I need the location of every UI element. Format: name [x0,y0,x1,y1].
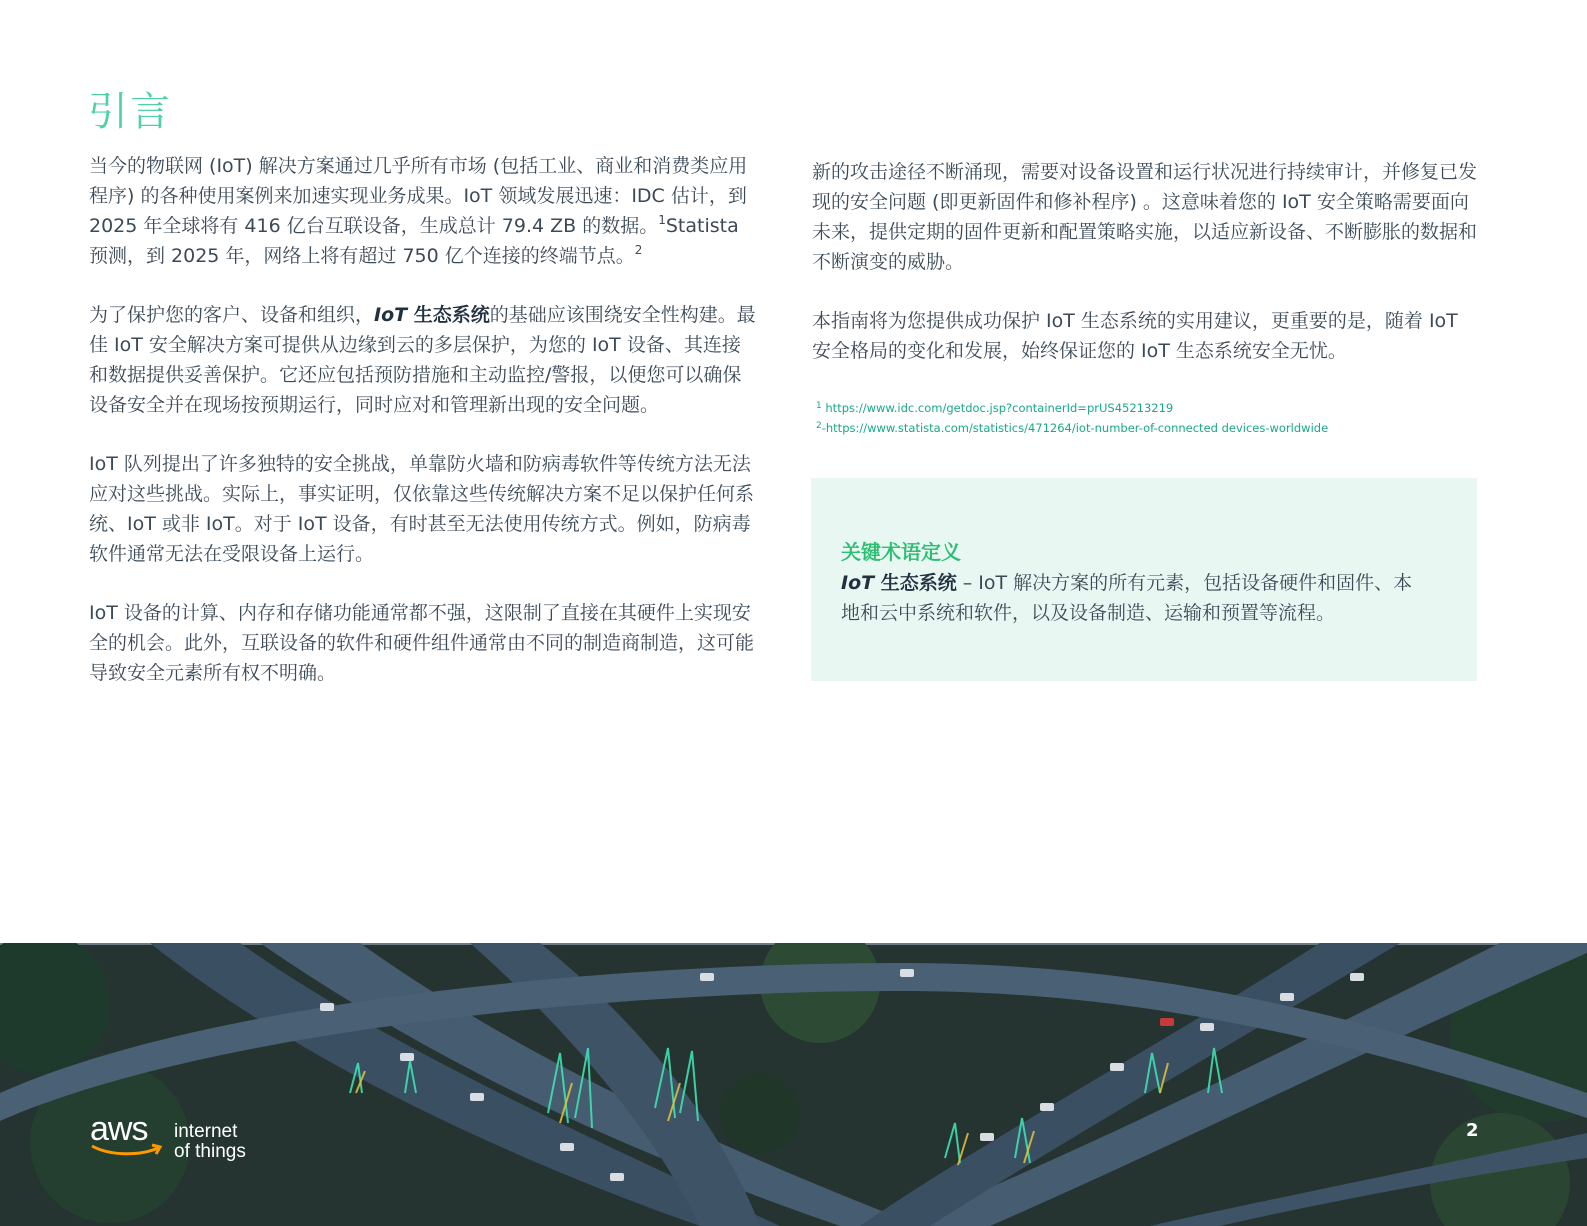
key-term-italic: IoT [374,304,408,326]
footnote-ref-1[interactable]: 1 [658,213,666,227]
aws-iot-logo [90,1112,290,1172]
logo-line-2: of things [174,1141,246,1162]
right-column [812,157,1477,395]
logo-line-1: internet [174,1121,238,1142]
paragraph-1 [89,151,759,271]
paragraph-5: 新的攻击途径不断涌现，需要对设备设置和运行状况进行持续审计，并修复已发现的安全问题 (即更新固件和修补程序) 。这意味着您的 IoT 安全策略需要面向未来，提供定期的固件更新和配置策略实施，以适应新设备、不断膨胀的数据和不断演变的威胁。 [812,161,1478,273]
definition-body: – IoT 解决方案的所有元素，包括设备硬件和固件、本地和云中系统和软件，以及设备制造、运输和预置等流程。 [841,572,1413,624]
footnote-2-num: 2 [816,421,822,431]
definition-title: 关键术语定义 [841,540,961,564]
footnote-1-link[interactable]: https://www.idc.com/getdoc.jsp?containerId=prUS45213219 [825,401,1174,415]
aws-smile-icon [90,1142,165,1158]
paragraph-3: IoT 队列提出了许多独特的安全挑战，单靠防火墙和防病毒软件等传统方法无法应对这些挑战。实际上，事实证明，仅依靠这些传统解决方案不足以保护任何系统、IoT 或非 IoT。对于 IoT 设备，有时甚至无法使用传统方式。例如，防病毒软件通常无法在受限设备上运行。 [89,453,755,565]
definition-term-italic: IoT [841,572,875,594]
page-heading: 引言 [88,89,172,135]
highway-illustration [0,943,1587,1226]
aws-wordmark: aws [90,1110,148,1148]
paragraph-2 [89,300,759,420]
paragraph-6: 本指南将为您提供成功保护 IoT 生态系统的实用建议，更重要的是，随着 IoT 安全格局的变化和发展，始终保证您的 IoT 生态系统安全无忧。 [812,310,1458,362]
footnote-1[interactable] [816,401,1173,415]
key-term-rest: 生态系统 [407,304,490,326]
footnote-1-num: 1 [816,401,822,411]
paragraph-1-text: 当今的物联网 (IoT) 解决方案通过几乎所有市场 (包括工业、商业和消费类应用程序) 的各种使用案例来加速实现业务成果。IoT 领域发展迅速：IDC 估计，到 2025 年全球将有 416 亿台互联设备，生成总计 79.4 ZB 的数据。 [89,155,748,237]
paragraph-2-post: 的基础应该围绕安全性构建。最佳 IoT 安全解决方案可提供从边缘到云的多层保护，为您的 IoT 设备、其连接和数据提供妥善保护。它还应包括预防措施和主动监控/警报，以便您可以确保设备安全并在现场按预期运行，同时应对和管理新出现的安全问题。 [89,304,756,416]
definition-box [811,478,1477,681]
footnote-ref-2[interactable]: 2 [634,243,643,257]
footnote-2-link[interactable]: -https://www.statista.com/statistics/471264/iot-number-of-connected devices-worldwide [821,421,1329,435]
left-column [89,151,759,717]
definition-term [841,572,957,594]
paragraph-4: IoT 设备的计算、内存和存储功能通常都不强，这限制了直接在其硬件上实现安全的机会。此外，互联设备的软件和硬件组件通常由不同的制造商制造，这可能导致安全元素所有权不明确。 [89,602,755,684]
definition-term-rest: 生态系统 [874,572,957,594]
paragraph-1-tail: Statista 预测，到 2025 年，网络上将有超过 750 亿个连接的终端节点。 [89,215,739,267]
definition-text [841,568,1431,628]
key-term [374,304,490,326]
paragraph-2-pre: 为了保护您的客户、设备和组织， [89,304,375,326]
footnote-2[interactable] [816,421,1328,435]
page-number: 2 [1466,1120,1479,1141]
highway-photo [0,943,1587,1226]
